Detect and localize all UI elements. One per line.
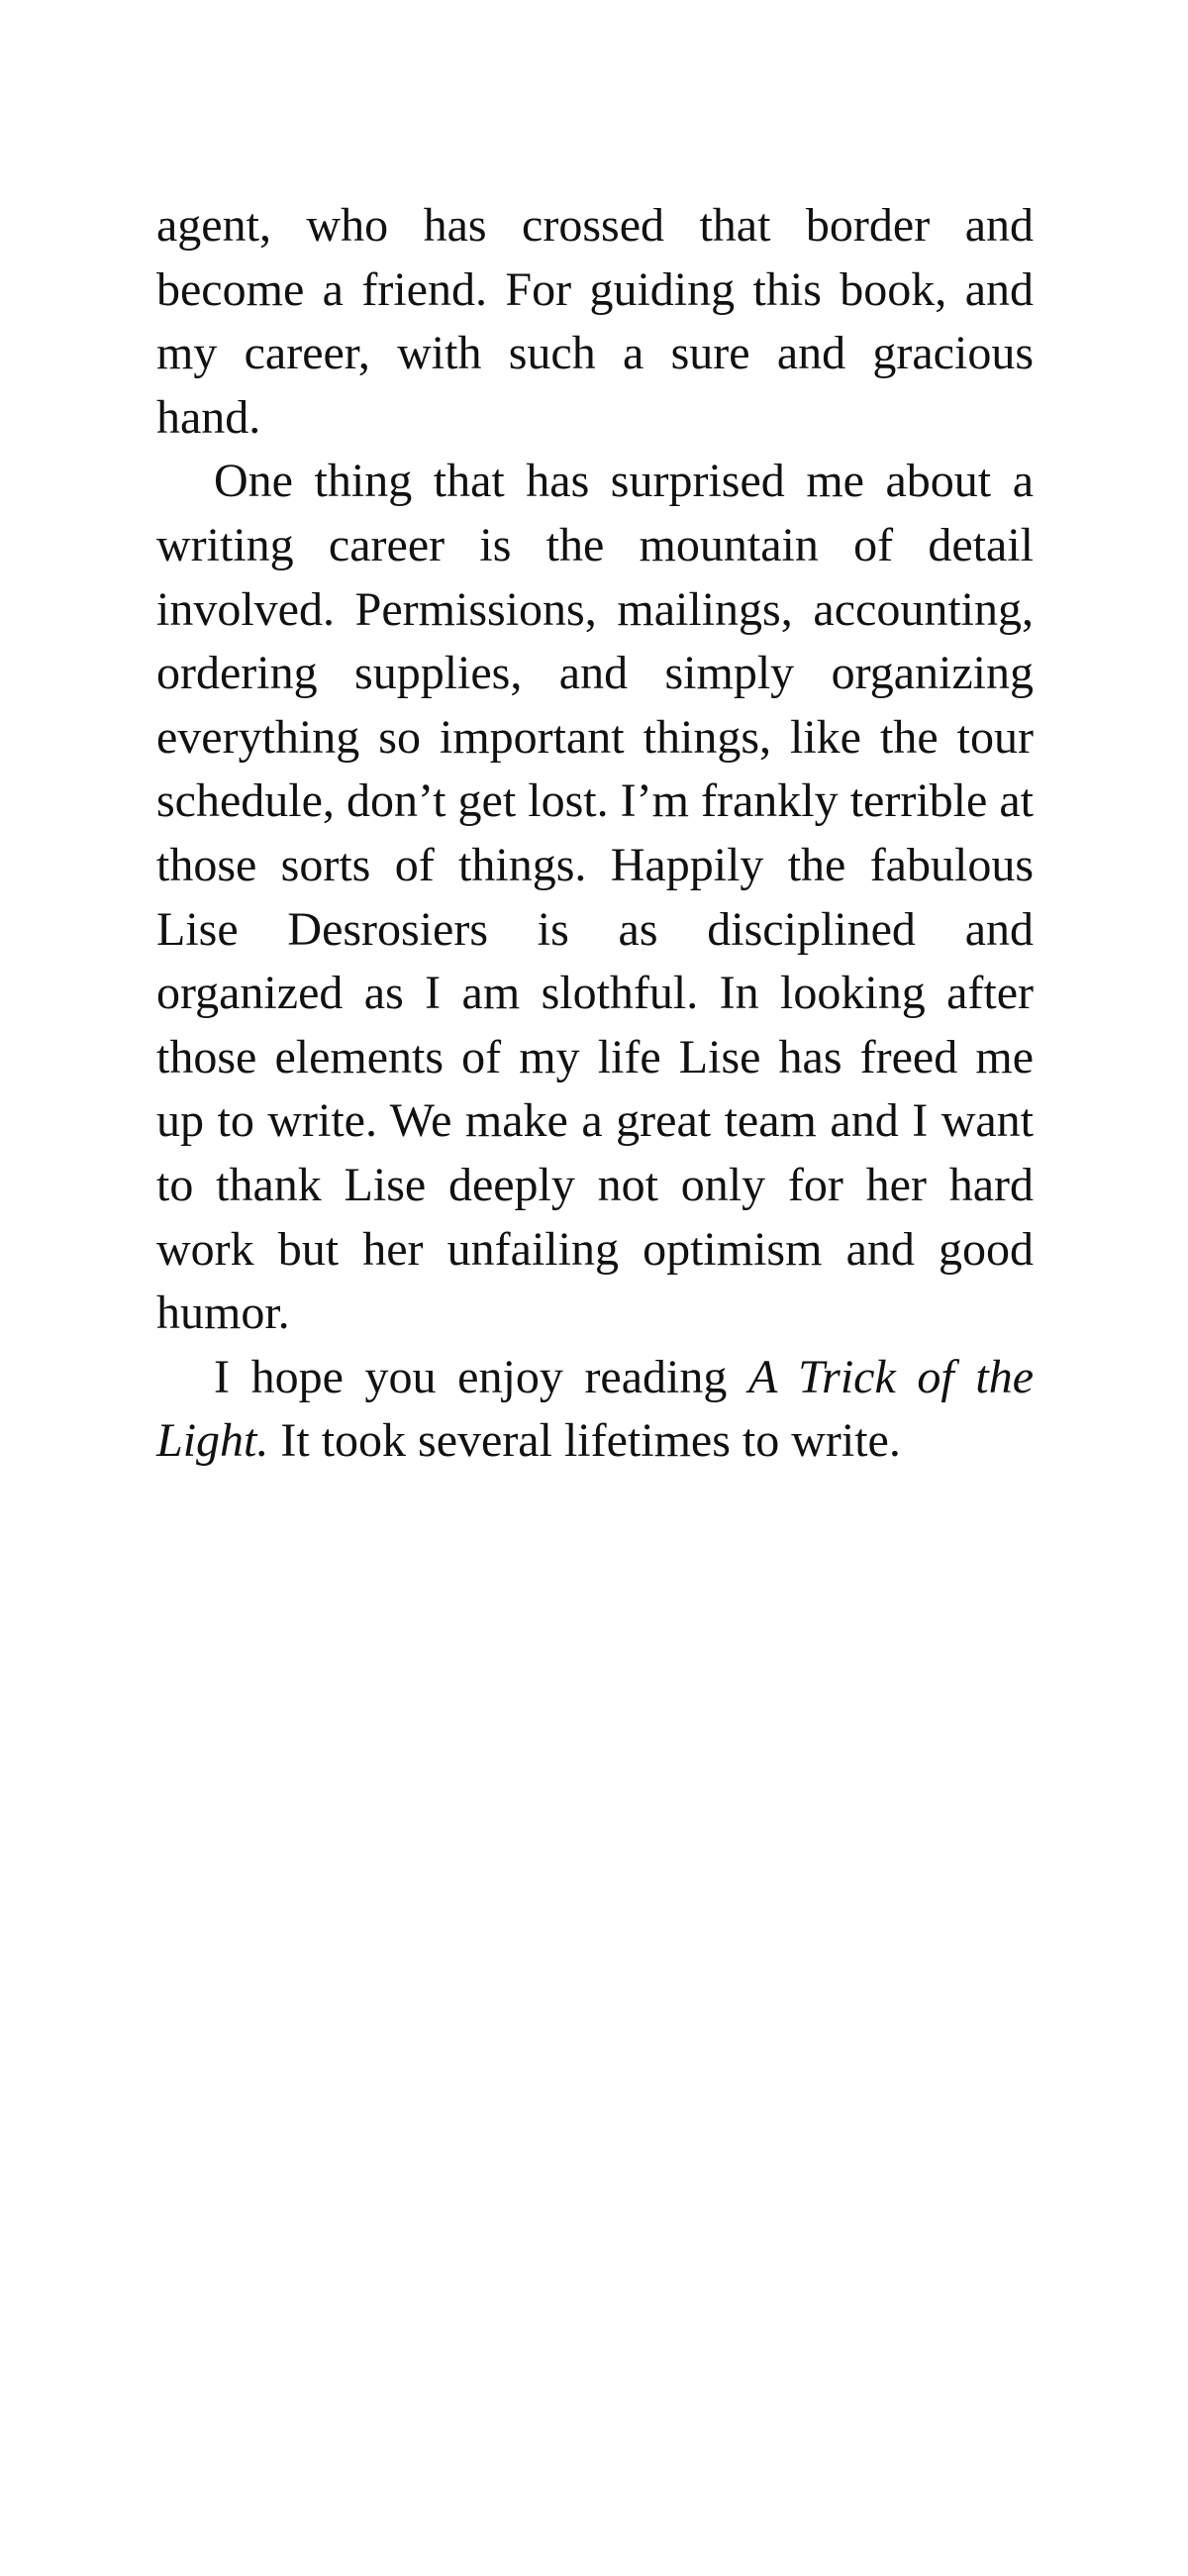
paragraph-acknowledgment-agent: agent, who has crossed that border and become a friend. For guiding this book, and my career, with such a sure and gracious hand. <box>156 199 1034 444</box>
page-text-column <box>156 194 1034 1474</box>
paragraph-acknowledgment-assistant: One thing that has surprised me about a writing career is the mountain of detail involved. Permissions, mailings, accounting, ordering supplies, and simply organizing everything so important things, like the tour schedule, don’t get lost. I’m frankly terrible at those sorts of things. Happily the fabulous Lise Desrosiers is as disciplined and organized as I am slothful. In looking after those elements of my life Lise has freed me up to write. We make a great team and I want to thank Lise deeply not only for her hard work but her unfailing optimism and good humor. <box>156 455 1034 1340</box>
closing-text-before-title: I hope you enjoy reading <box>214 1350 749 1403</box>
paragraph-closing <box>156 1346 1034 1474</box>
closing-text-after-title: It took several lifetimes to write. <box>268 1414 901 1468</box>
book-title: A Trick of the Light. <box>156 1350 1035 1468</box>
